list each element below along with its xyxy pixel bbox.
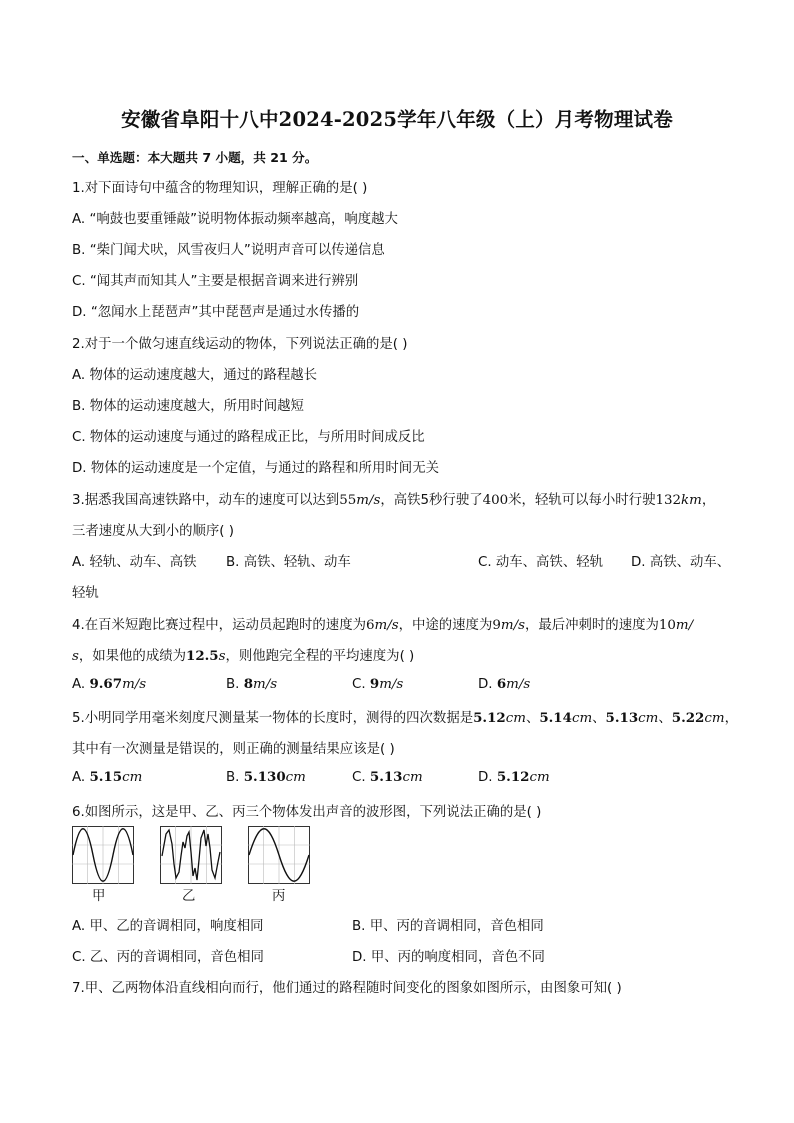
unit: cm [529,770,550,785]
question-2-option-c: C. 物体的运动速度与通过的路程成正比，与所用时间成反比 [72,430,425,445]
value [655,493,701,508]
text: ，则他跑完全程的平均速度为( ) [225,649,415,664]
unit: cm [704,711,725,726]
text: ，如果他的成绩为 [78,649,186,664]
unit: m/s [500,618,525,633]
num: 55 [339,493,357,508]
sep: ， [724,711,738,726]
waveform-yi [160,826,222,884]
question-5-option-b [226,769,306,785]
text: ，最后冲刺时的速度为 [524,618,659,633]
question-6-option-b: B. 甲、丙的音调相同，音色相同 [352,919,544,934]
label: C. [352,770,366,785]
text: ，高铁5秒行驶了 [380,493,483,508]
num: 6 [496,676,507,692]
num: 10 [658,618,676,633]
waveform-label-bing: 丙 [272,889,286,904]
question-3-option-c: C. 动车、高铁、轻轨 [478,555,603,570]
value [659,618,693,633]
num: 5.13 [369,769,403,785]
unit: cm [571,711,593,726]
question-2-stem: 2.对于一个做匀速直线运动的物体，下列说法正确的是( ) [72,337,408,352]
question-3-option-b: B. 高铁、轻轨、动车 [226,555,351,570]
num: 9 [369,676,380,692]
label: B. [226,677,240,692]
value [186,649,226,664]
unit: m/s [374,618,399,633]
question-3-option-a: A. 轻轨、动车、高铁 [72,555,197,570]
unit: m/s [253,677,278,692]
question-4-option-d [478,676,530,692]
question-3-stem-line1 [72,489,715,508]
question-6-option-c: C. 乙、丙的音调相同，音色相同 [72,950,264,965]
unit: s [218,649,226,664]
num: 5.12 [473,710,506,726]
unit: m/s [356,493,381,508]
num: 5.15 [89,769,123,785]
unit: m/s [379,677,404,692]
question-4-option-a [72,676,146,692]
unit: cm [122,770,143,785]
text: ， [701,493,716,508]
question-4-stem-line1 [72,614,693,633]
value [492,618,525,633]
question-1-option-d: D. “忽闻水上琵琶声”其中琵琶声是通过水传播的 [72,305,360,320]
question-4-option-c [352,676,403,692]
text: 5.小明同学用毫米刻度尺测量某一物体的长度时，测得的四次数据是 [72,711,474,726]
sep: 、 [658,711,672,726]
question-2-option-b: B. 物体的运动速度越大，所用时间越短 [72,399,304,414]
sep: 、 [592,711,606,726]
question-2-option-a: A. 物体的运动速度越大，通过的路程越长 [72,368,318,383]
num: 5.14 [539,710,572,726]
num: 9 [492,618,501,633]
question-5-option-a [72,769,142,785]
question-3-option-d-continued: 轻轨 [72,586,99,601]
label: B. [226,770,240,785]
num: 12.5 [186,648,219,664]
waveform-label-yi: 乙 [182,889,196,904]
unit: m/ [675,618,694,633]
num: 5.22 [671,710,705,726]
question-5-stem-line1 [72,707,738,726]
num: 5.130 [243,769,286,785]
text: 3.据悉我国高速铁路中，动车的速度可以达到 [72,493,340,508]
question-5-option-d [478,769,550,785]
question-5-stem-line2: 其中有一次测量是错误的，则正确的测量结果应该是( ) [72,742,395,757]
label: A. [72,770,86,785]
label: D. [478,770,493,785]
text: ，中途的速度为 [398,618,493,633]
question-2-option-d: D. 物体的运动速度是一个定值，与通过的路程和所用时间无关 [72,461,439,476]
unit: s [72,649,79,664]
value: 400 [482,493,509,508]
question-4-stem-line2 [72,645,414,664]
label: A. [72,677,86,692]
label: D. [478,677,493,692]
question-1-option-a: A. “响鼓也要重锤敲”说明物体振动频率越高，响度越大 [72,212,398,227]
text: 米，轻轨可以每小时行驶 [508,493,656,508]
num: 5.12 [496,769,530,785]
value [339,493,380,508]
question-7-stem: 7.甲、乙两物体沿直线相向而行，他们通过的路程随时间变化的图象如图所示，由图象可知( ) [72,981,622,996]
num: 9.67 [89,676,123,692]
value [366,618,399,633]
sep: 、 [525,711,540,726]
label: C. [352,677,366,692]
question-5-option-c [352,769,423,785]
unit: m/s [122,677,147,692]
question-3-option-d: D. 高铁、动车、 [631,555,731,570]
unit: cm [285,770,306,785]
num: 132 [655,493,682,508]
question-4-option-b [226,676,277,692]
question-6-stem: 6.如图所示，这是甲、乙、丙三个物体发出声音的波形图，下列说法正确的是( ) [72,805,542,820]
num: 6 [365,618,375,633]
exam-title: 安徽省阜阳十八中2024-2025学年八年级（上）月考物理试卷 [121,108,673,131]
unit: m/s [506,677,531,692]
question-1-option-b: B. “柴门闻犬吠，风雪夜归人”说明声音可以传递信息 [72,243,385,258]
waveform-bing [248,826,310,884]
unit: cm [505,711,526,726]
question-6-option-a: A. 甲、乙的音调相同，响度相同 [72,919,264,934]
text: 4.在百米短跑比赛过程中，运动员起跑时的速度为 [72,618,366,633]
waveform-label-jia: 甲 [92,889,106,904]
unit: km [681,493,702,508]
waveform-jia [72,826,134,884]
question-1-stem: 1.对下面诗句中蕴含的物理知识，理解正确的是( ) [72,181,368,196]
num: 8 [243,676,254,692]
num: 5.13 [605,710,639,726]
question-1-option-c: C. “闻其声而知其人”主要是根据音调来进行辨别 [72,274,359,289]
unit: cm [402,770,423,785]
question-6-option-d: D. 甲、丙的响度相同，音色不同 [352,950,545,965]
section-heading: 一、单选题：本大题共 7 小题，共 21 分。 [72,150,318,165]
unit: cm [638,711,659,726]
question-3-stem-line2: 三者速度从大到小的顺序( ) [72,524,235,539]
